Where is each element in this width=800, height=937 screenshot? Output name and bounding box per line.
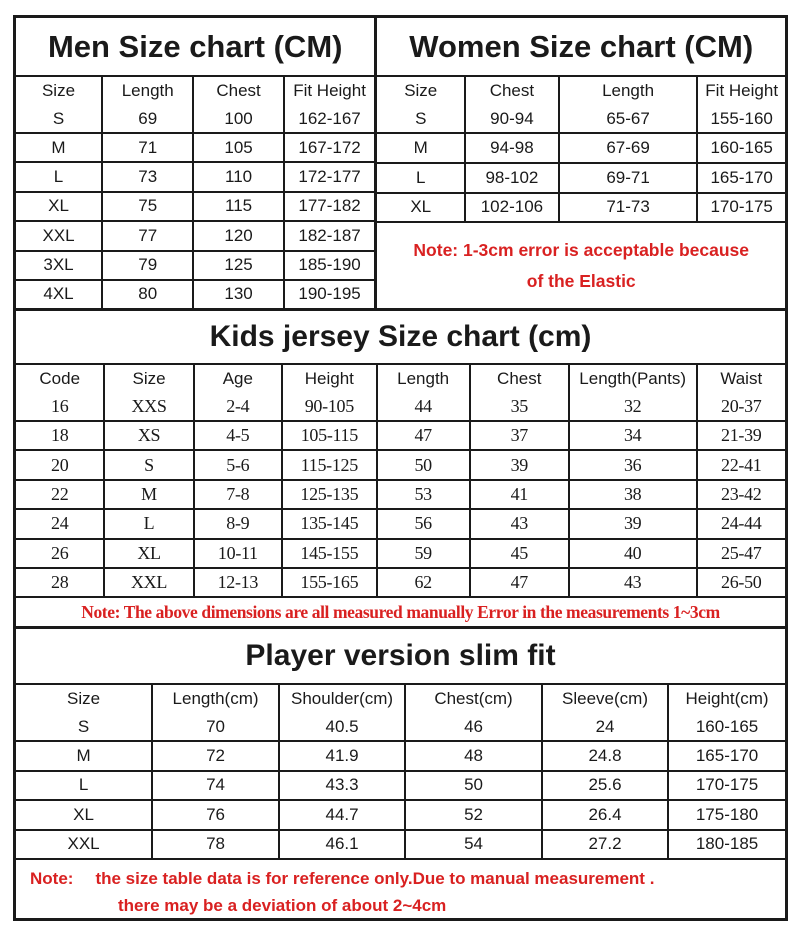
kids-table-header-row	[16, 365, 785, 393]
table-cell: 23-42	[697, 480, 786, 509]
player-table-header-row	[16, 685, 785, 713]
women-table-body	[377, 105, 785, 221]
table-cell: 54	[405, 830, 542, 858]
table-cell: 4XL	[16, 280, 102, 308]
table-row	[16, 509, 785, 538]
table-cell: 115-125	[282, 450, 377, 479]
table-cell: 16	[16, 393, 104, 421]
player-version-chart	[16, 629, 785, 919]
table-row	[16, 800, 785, 830]
column-header: Chest	[193, 77, 283, 105]
table-cell: 56	[377, 509, 470, 538]
player-size-table	[16, 685, 785, 858]
table-cell: 167-172	[284, 133, 375, 162]
column-header: Chest(cm)	[405, 685, 542, 713]
kids-measurement-note: Note: The above dimensions are all measured manually Error in the measurements 1~3cm	[16, 596, 785, 626]
table-cell: 32	[569, 393, 697, 421]
table-cell: 5-6	[194, 450, 282, 479]
table-cell: 24	[16, 509, 104, 538]
column-header: Height	[282, 365, 377, 393]
table-cell: 20-37	[697, 393, 786, 421]
table-cell: 115	[193, 192, 283, 221]
table-row	[16, 830, 785, 858]
table-row	[16, 539, 785, 568]
column-header: Length(Pants)	[569, 365, 697, 393]
table-row	[16, 221, 374, 250]
table-cell: M	[377, 133, 465, 163]
table-cell: 62	[377, 568, 470, 596]
table-cell: 72	[152, 741, 279, 771]
column-header: Age	[194, 365, 282, 393]
table-cell: 70	[152, 713, 279, 741]
table-cell: 25-47	[697, 539, 786, 568]
table-cell: 43	[470, 509, 569, 538]
table-cell: 90-94	[465, 105, 559, 133]
table-cell: S	[104, 450, 193, 479]
table-cell: 130	[193, 280, 283, 308]
table-cell: 41	[470, 480, 569, 509]
table-cell: 8-9	[194, 509, 282, 538]
table-cell: 120	[193, 221, 283, 250]
table-cell: 50	[377, 450, 470, 479]
kids-table-body	[16, 393, 785, 596]
table-cell: 125-135	[282, 480, 377, 509]
table-cell: 75	[102, 192, 193, 221]
table-cell: M	[16, 133, 102, 162]
table-cell: 105	[193, 133, 283, 162]
table-cell: S	[377, 105, 465, 133]
table-cell: 44.7	[279, 800, 405, 830]
table-cell: XXL	[16, 221, 102, 250]
table-cell: 46	[405, 713, 542, 741]
table-row	[16, 133, 374, 162]
men-size-chart	[16, 18, 377, 308]
table-cell: 94-98	[465, 133, 559, 163]
table-cell: 155-160	[697, 105, 785, 133]
table-cell: 28	[16, 568, 104, 596]
footer-reference-note	[16, 858, 785, 919]
table-cell: 74	[152, 771, 279, 801]
women-chart-title: Women Size chart (CM)	[377, 18, 785, 77]
table-cell: 80	[102, 280, 193, 308]
column-header: Height(cm)	[668, 685, 785, 713]
column-header: Fit Height	[697, 77, 785, 105]
table-cell: 135-145	[282, 509, 377, 538]
table-row	[16, 568, 785, 596]
column-header: Fit Height	[284, 77, 375, 105]
table-row	[16, 480, 785, 509]
men-table-header-row	[16, 77, 374, 105]
women-size-chart	[377, 18, 785, 308]
women-size-table	[377, 77, 785, 221]
column-header: Shoulder(cm)	[279, 685, 405, 713]
table-cell: 100	[193, 105, 283, 133]
table-cell: 24-44	[697, 509, 786, 538]
table-cell: 145-155	[282, 539, 377, 568]
kids-size-table	[16, 365, 785, 596]
table-cell: XXL	[104, 568, 193, 596]
table-cell: 37	[470, 421, 569, 450]
table-cell: 78	[152, 830, 279, 858]
men-size-table	[16, 77, 374, 308]
table-cell: 180-185	[668, 830, 785, 858]
table-cell: 20	[16, 450, 104, 479]
table-cell: 67-69	[559, 133, 698, 163]
size-chart-sheet	[13, 15, 788, 921]
table-cell: 182-187	[284, 221, 375, 250]
table-cell: 10-11	[194, 539, 282, 568]
table-cell: 160-165	[697, 133, 785, 163]
table-cell: L	[16, 771, 152, 801]
table-cell: 155-165	[282, 568, 377, 596]
player-chart-title: Player version slim fit	[16, 629, 785, 685]
table-cell: 98-102	[465, 163, 559, 193]
table-row	[16, 450, 785, 479]
table-cell: 26-50	[697, 568, 786, 596]
table-cell: S	[16, 713, 152, 741]
column-header: Size	[104, 365, 193, 393]
table-cell: 21-39	[697, 421, 786, 450]
table-row	[16, 741, 785, 771]
table-cell: 47	[470, 568, 569, 596]
column-header: Size	[16, 77, 102, 105]
table-cell: 69-71	[559, 163, 698, 193]
footer-note-line1: the size table data is for reference only.Due to manual measurement .	[95, 869, 655, 888]
table-cell: 90-105	[282, 393, 377, 421]
column-header: Chest	[465, 77, 559, 105]
table-cell: XL	[16, 800, 152, 830]
table-cell: 69	[102, 105, 193, 133]
table-cell: 40	[569, 539, 697, 568]
table-cell: 3XL	[16, 251, 102, 280]
table-cell: 59	[377, 539, 470, 568]
player-table-body	[16, 713, 785, 858]
table-row	[377, 193, 785, 221]
table-cell: 4-5	[194, 421, 282, 450]
table-cell: 26	[16, 539, 104, 568]
column-header: Sleeve(cm)	[542, 685, 668, 713]
men-table-body	[16, 105, 374, 308]
table-cell: XL	[16, 192, 102, 221]
table-cell: L	[377, 163, 465, 193]
table-cell: 46.1	[279, 830, 405, 858]
table-row	[16, 105, 374, 133]
table-cell: 71	[102, 133, 193, 162]
table-cell: 7-8	[194, 480, 282, 509]
table-cell: 170-175	[697, 193, 785, 221]
table-cell: 125	[193, 251, 283, 280]
table-row	[16, 393, 785, 421]
table-cell: M	[16, 741, 152, 771]
table-cell: 79	[102, 251, 193, 280]
table-row	[377, 133, 785, 163]
table-row	[16, 192, 374, 221]
table-cell: S	[16, 105, 102, 133]
women-elastic-note: Note: 1-3cm error is acceptable because of the Elastic	[377, 221, 785, 308]
table-cell: XXS	[104, 393, 193, 421]
table-cell: 53	[377, 480, 470, 509]
table-cell: 162-167	[284, 105, 375, 133]
footer-note-line2: there may be a deviation of about 2~4cm	[118, 896, 447, 915]
table-row	[16, 713, 785, 741]
table-cell: 44	[377, 393, 470, 421]
table-cell: 24.8	[542, 741, 668, 771]
table-cell: 172-177	[284, 162, 375, 191]
table-cell: XL	[104, 539, 193, 568]
table-cell: 26.4	[542, 800, 668, 830]
table-cell: 43.3	[279, 771, 405, 801]
table-cell: L	[104, 509, 193, 538]
table-cell: 39	[470, 450, 569, 479]
column-header: Length	[377, 365, 470, 393]
table-cell: 43	[569, 568, 697, 596]
table-cell: 177-182	[284, 192, 375, 221]
table-cell: 38	[569, 480, 697, 509]
table-cell: 22	[16, 480, 104, 509]
adult-size-section	[16, 18, 785, 311]
table-cell: 73	[102, 162, 193, 191]
table-cell: 27.2	[542, 830, 668, 858]
table-row	[377, 105, 785, 133]
column-header: Length	[102, 77, 193, 105]
column-header: Code	[16, 365, 104, 393]
kids-chart-title: Kids jersey Size chart (cm)	[16, 311, 785, 365]
kids-size-chart	[16, 311, 785, 629]
table-cell: 102-106	[465, 193, 559, 221]
women-table-header-row	[377, 77, 785, 105]
table-cell: 35	[470, 393, 569, 421]
table-row	[16, 162, 374, 191]
table-cell: 165-170	[668, 741, 785, 771]
table-cell: 25.6	[542, 771, 668, 801]
table-cell: 2-4	[194, 393, 282, 421]
table-cell: 185-190	[284, 251, 375, 280]
column-header: Length	[559, 77, 698, 105]
table-cell: XXL	[16, 830, 152, 858]
table-row	[16, 771, 785, 801]
table-cell: 52	[405, 800, 542, 830]
table-row	[16, 421, 785, 450]
table-cell: 18	[16, 421, 104, 450]
table-cell: 165-170	[697, 163, 785, 193]
table-row	[377, 163, 785, 193]
table-cell: M	[104, 480, 193, 509]
table-cell: 71-73	[559, 193, 698, 221]
table-cell: 160-165	[668, 713, 785, 741]
table-cell: 110	[193, 162, 283, 191]
table-cell: 12-13	[194, 568, 282, 596]
table-cell: 22-41	[697, 450, 786, 479]
column-header: Chest	[470, 365, 569, 393]
table-cell: XL	[377, 193, 465, 221]
table-cell: 50	[405, 771, 542, 801]
table-cell: 41.9	[279, 741, 405, 771]
footer-note-label: Note:	[30, 869, 74, 888]
table-row	[16, 280, 374, 308]
column-header: Size	[377, 77, 465, 105]
table-cell: L	[16, 162, 102, 191]
men-chart-title: Men Size chart (CM)	[16, 18, 374, 77]
table-cell: 34	[569, 421, 697, 450]
column-header: Waist	[697, 365, 786, 393]
table-cell: 77	[102, 221, 193, 250]
table-cell: 105-115	[282, 421, 377, 450]
table-cell: 76	[152, 800, 279, 830]
column-header: Size	[16, 685, 152, 713]
table-cell: 36	[569, 450, 697, 479]
table-cell: 170-175	[668, 771, 785, 801]
table-cell: 175-180	[668, 800, 785, 830]
table-cell: 65-67	[559, 105, 698, 133]
table-cell: 190-195	[284, 280, 375, 308]
table-cell: 45	[470, 539, 569, 568]
table-cell: XS	[104, 421, 193, 450]
table-cell: 48	[405, 741, 542, 771]
table-cell: 47	[377, 421, 470, 450]
table-cell: 24	[542, 713, 668, 741]
table-cell: 39	[569, 509, 697, 538]
table-cell: 40.5	[279, 713, 405, 741]
table-row	[16, 251, 374, 280]
column-header: Length(cm)	[152, 685, 279, 713]
